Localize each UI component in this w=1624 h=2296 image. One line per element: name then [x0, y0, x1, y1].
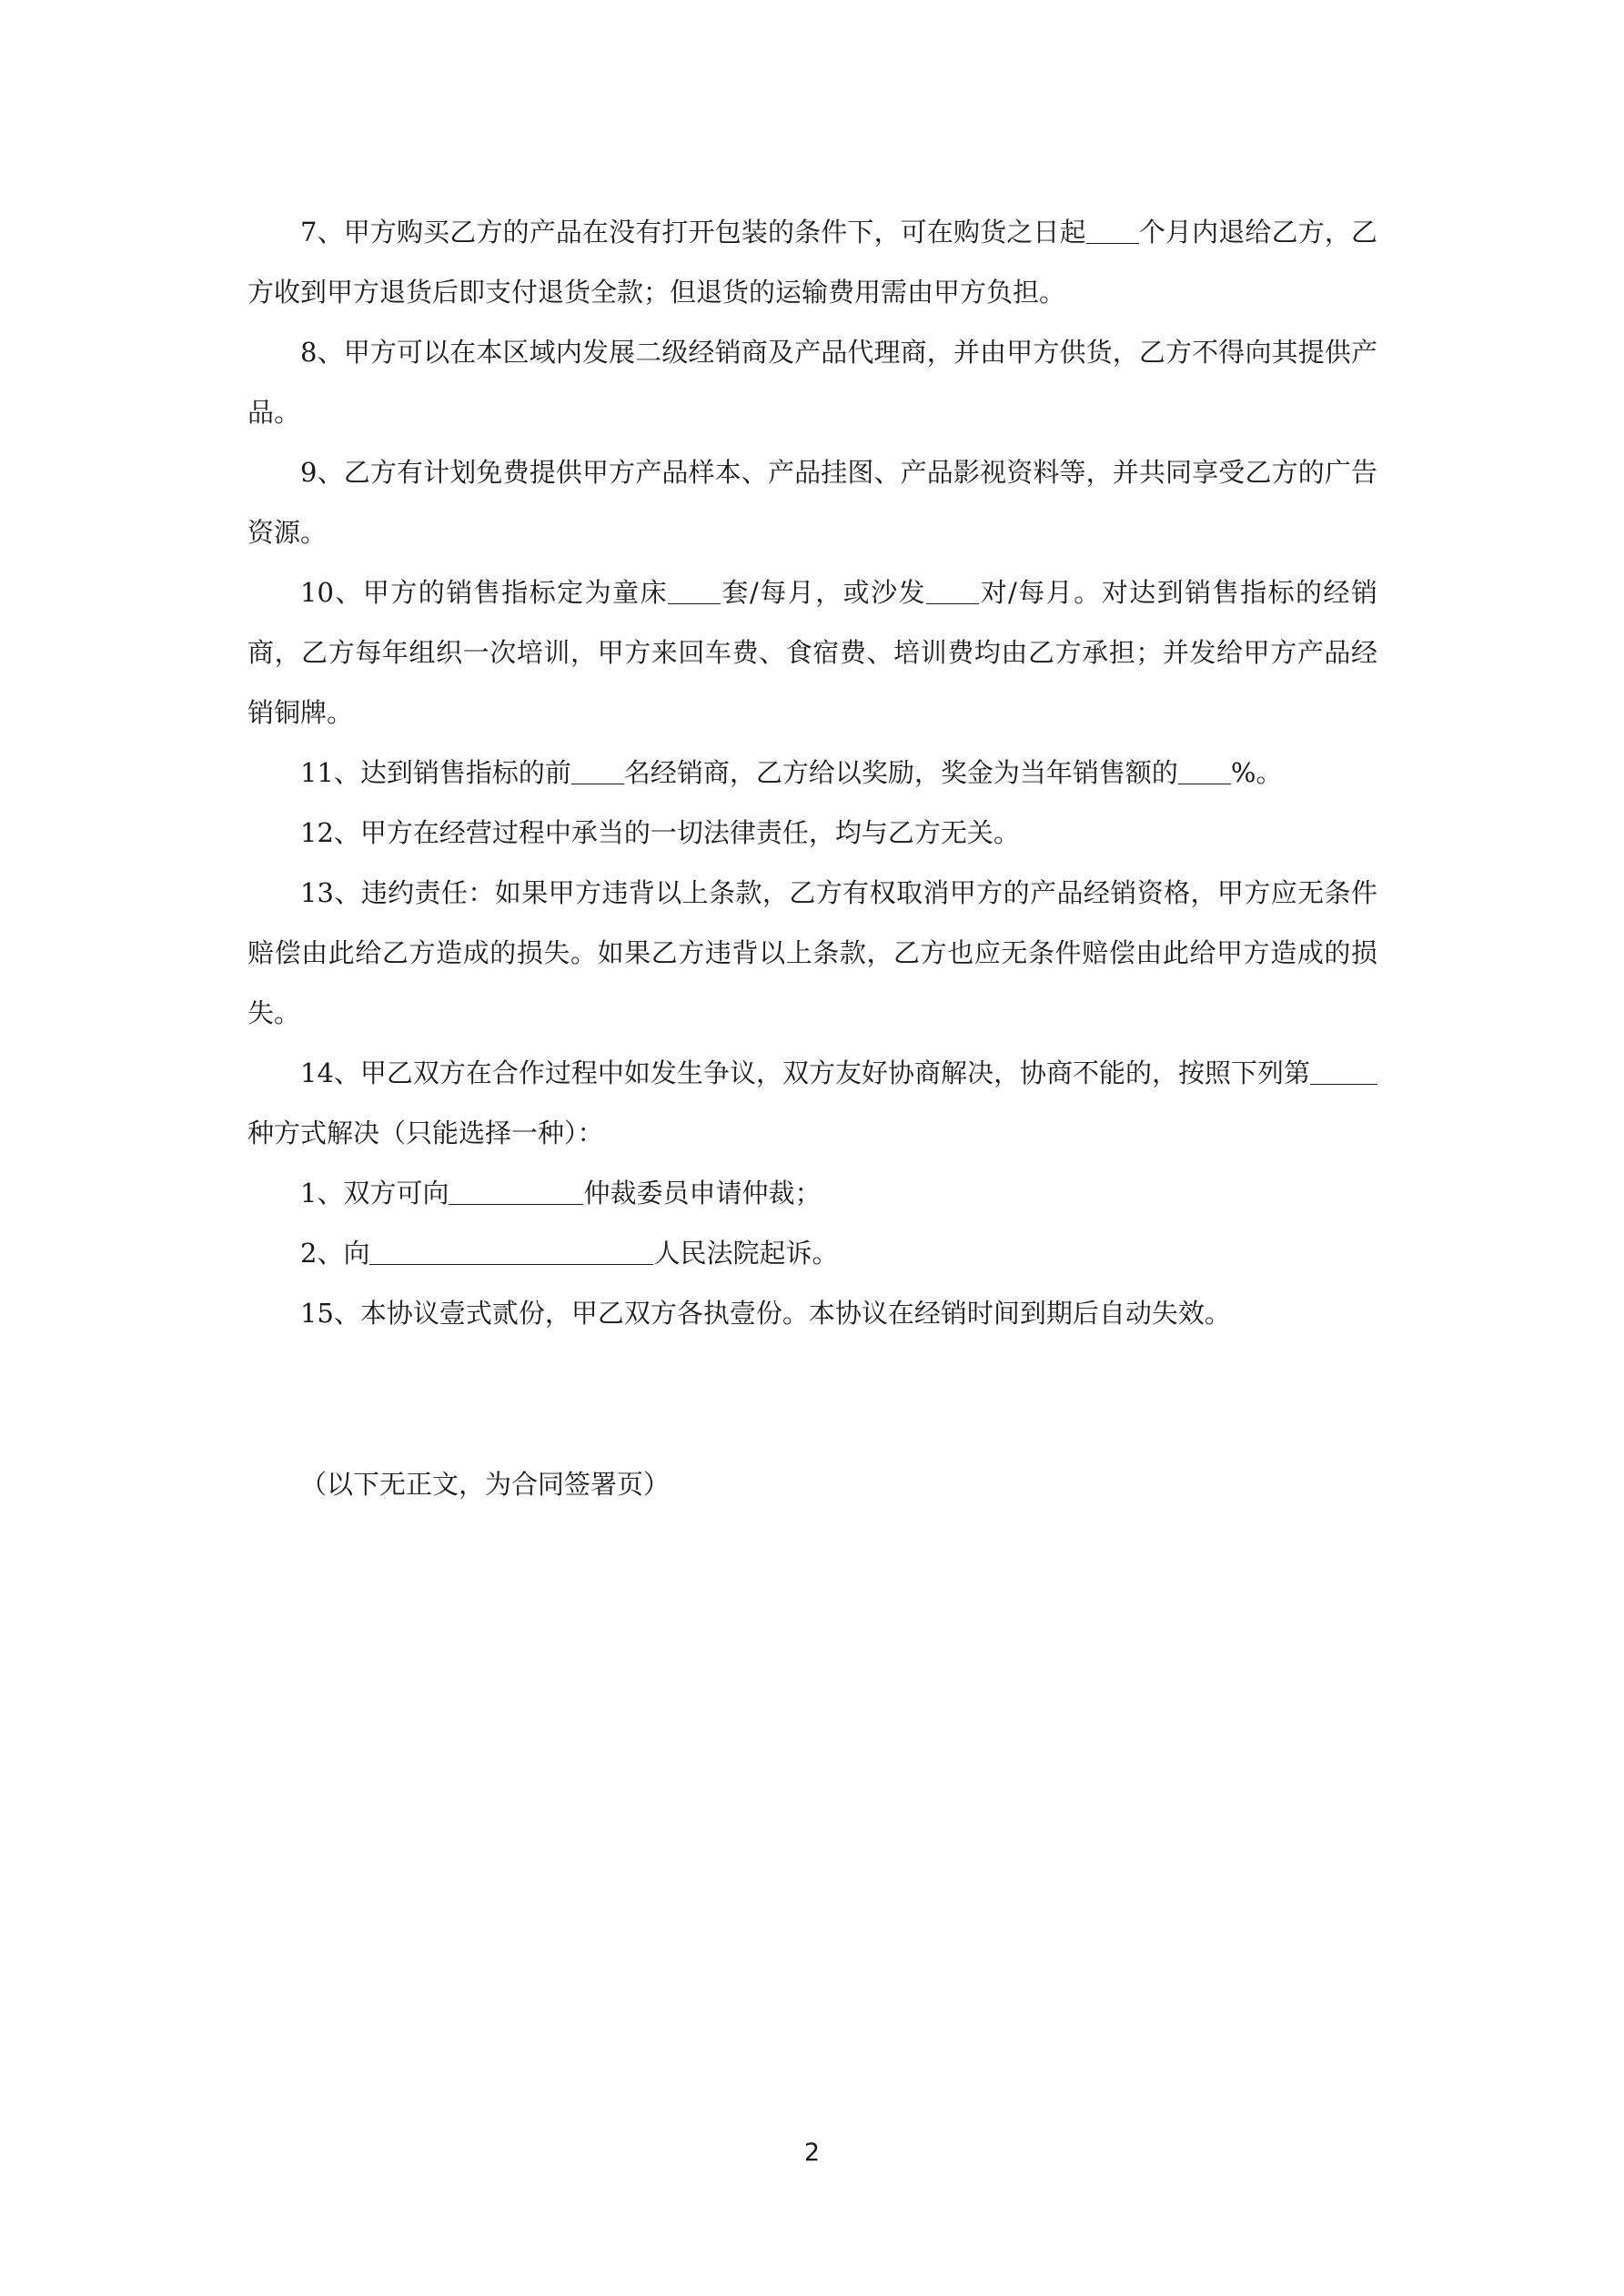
page-number: 2: [803, 2139, 821, 2167]
blank-crib-quota: [668, 577, 721, 604]
clause-11: 11、达到销售指标的前 名经销商，乙方给以奖励，奖金为当年销售额的 %。: [300, 757, 1283, 788]
blank-sofa-quota: [926, 577, 979, 604]
blank-court-name: [369, 1238, 653, 1265]
blank-bonus-percent: [1178, 757, 1231, 784]
dispute-option-1: 1、双方可向 仲裁委员申请仲裁；: [300, 1178, 822, 1209]
contract-body: [247, 202, 1377, 1343]
blank-top-dealers: [571, 757, 624, 784]
clause-10: 10、甲方的销售指标定为童床 套/每月，或沙发 对/每月。对达到销售指标的经销商，乙方每年组织一次培训，甲方来回车费、食宿费、培训费均由乙方承担；并发给甲方产品经销铜牌。: [247, 577, 1377, 728]
clause-15: 15、本协议壹式贰份，甲乙双方各执壹份。本协议在经销时间到期后自动失效。: [300, 1298, 1231, 1329]
blank-dispute-method: [1310, 1057, 1377, 1085]
dispute-option-2: 2、向 人民法院起诉。: [300, 1238, 839, 1269]
clause-7: 7、甲方购买乙方的产品在没有打开包装的条件下，可在购货之日起 个月内退给乙方，乙方收到甲方退货后即支付退货全款；但退货的运输费用需由甲方负担。: [247, 217, 1377, 308]
closing-note: （以下无正文，为合同签署页）: [300, 1469, 671, 1500]
clause-14: 14、甲乙双方在合作过程中如发生争议，双方友好协商解决，协商不能的，按照下列第种方式解决（只能选择一种）：: [247, 1043, 1377, 1163]
clause-8: 8、甲方可以在本区域内发展二级经销商及产品代理商，并由甲方供货，乙方不得向其提供产品。: [247, 337, 1377, 428]
clause-12: 12、甲方在经营过程中承当的一切法律责任，均与乙方无关。: [300, 817, 1020, 848]
clause-13: 13、违约责任：如果甲方违背以上条款，乙方有权取消甲方的产品经销资格，甲方应无条件赔偿由此给乙方造成的损失。如果乙方违背以上条款，乙方也应无条件赔偿由此给甲方造成的损失。: [247, 877, 1377, 1028]
blank-return-months: [1086, 217, 1139, 244]
clause-9: 9、乙方有计划免费提供甲方产品样本、产品挂图、产品影视资料等，并共同享受乙方的广告资源。: [247, 457, 1377, 548]
blank-arbitration-committee: [449, 1178, 583, 1205]
